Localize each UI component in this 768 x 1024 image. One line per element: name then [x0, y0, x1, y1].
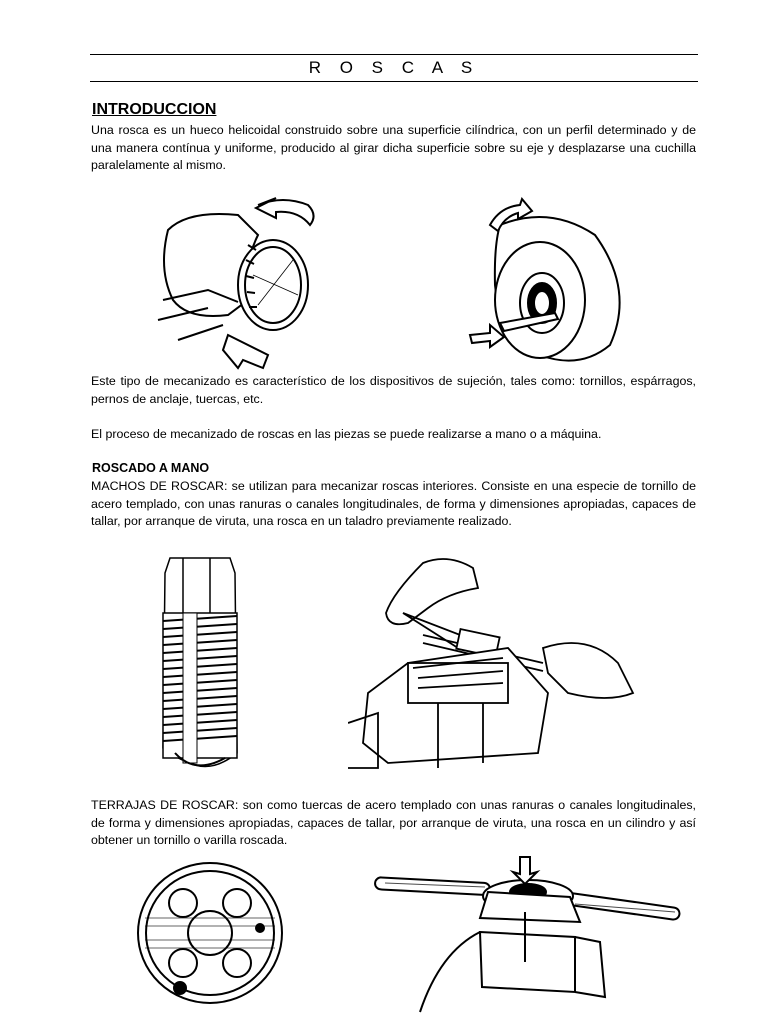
tap-wrench-hands-illustration	[348, 553, 638, 773]
machos-paragraph: MACHOS DE ROSCAR: se utilizan para mecanizar roscas interiores. Consiste en una especie de tornillo de acero templado, con unas ranuras o canales longitudinales, de forma y dimensiones apropiadas, capaces de tallar, por arranque de viruta, una rosca en un taladro previamente realizado.	[91, 479, 696, 528]
proceso-paragraph: El proceso de mecanizado de roscas en las piezas se puede realizarse a mano o a máquina.	[91, 427, 602, 441]
intro-paragraph: Una rosca es un hueco helicoidal construido sobre una superficie cilíndrica, con un perfil determinado y de una manera contínua y uniforme, producido al girar dicha superficie sobre su eje y desplazarse una cuchilla paralelamente al mismo.	[91, 123, 696, 172]
internal-thread-illustration	[460, 195, 635, 370]
title-underline	[90, 81, 698, 82]
top-rule	[90, 54, 698, 55]
roscado-mano-heading: ROSCADO A MANO	[92, 461, 210, 475]
die-stock-illustration	[370, 852, 685, 1017]
page-title: R O S C A S	[308, 58, 480, 77]
intro-heading: INTRODUCCION	[92, 101, 217, 118]
die-illustration	[135, 858, 285, 1008]
terrajas-paragraph: TERRAJAS DE ROSCAR: son como tuercas de acero templado con unas ranuras o canales longitudinales, de forma y dimensiones apropiadas, capaces de tallar, por arranque de viruta, una rosca en un cilindro y así obtener un tornillo o varilla roscada.	[91, 798, 696, 847]
tap-illustration	[155, 553, 250, 778]
external-thread-illustration	[148, 190, 323, 370]
mecanizado-paragraph: Este tipo de mecanizado es característico de los dispositivos de sujeción, tales como: tornillos, espárragos, pernos de anclaje, tuercas, etc.	[91, 374, 696, 406]
